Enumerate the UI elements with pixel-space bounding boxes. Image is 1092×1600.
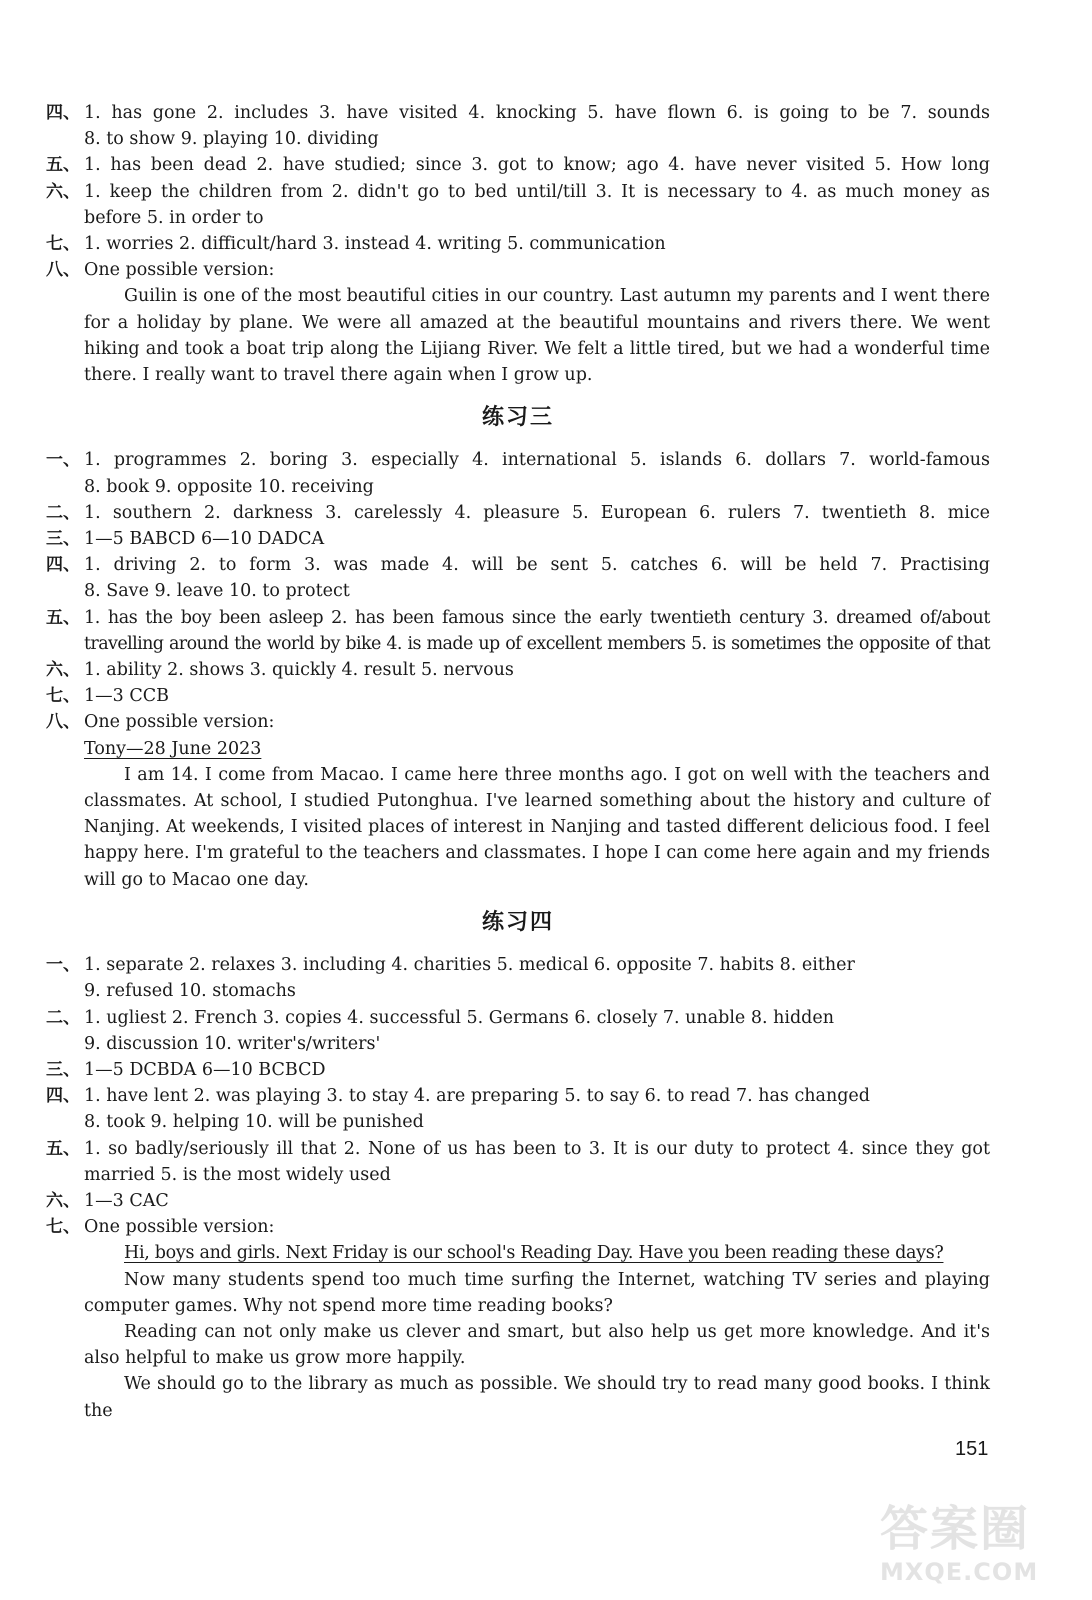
- item-number: 一、: [46, 955, 80, 976]
- answer-line: One possible version:: [84, 1217, 275, 1238]
- answer-item: [46, 1057, 990, 1083]
- sample-essay: [46, 1240, 990, 1423]
- item-number: 七、: [46, 1217, 80, 1238]
- item-number: 七、: [46, 234, 80, 255]
- essay-title: Tony—28 June 2023: [84, 738, 262, 759]
- answer-item: [46, 683, 990, 709]
- answer-item: [46, 526, 990, 552]
- sample-essay: [46, 736, 990, 893]
- answer-item: [46, 231, 990, 257]
- answer-item: [46, 1005, 990, 1057]
- answer-line: 1. has been dead 2. have studied; since 3. got to know; ago 4. have never visited 5. How long: [84, 155, 990, 176]
- answer-item: [46, 152, 990, 178]
- answer-item: [46, 257, 990, 283]
- item-number: 三、: [46, 529, 80, 550]
- essay-paragraph: Guilin is one of the most beautiful cities in our country. Last autumn my parents and I went there for a holiday by plane. We were all amazed at the beautiful mountains and rivers there. We went hiking and took a boat trip along the Lijiang River. We felt a little tired, but we had a wonderful time there. I really want to travel there again when I grow up.: [84, 286, 990, 386]
- item-number: 八、: [46, 260, 80, 281]
- answer-item: [46, 447, 990, 499]
- answer-line: 1. has gone 2. includes 3. have visited 4. knocking 5. have flown 6. is going to be 7. sounds: [84, 103, 990, 123]
- answer-item: [46, 1136, 990, 1188]
- answer-line: 9. discussion 10. writer's/writers': [84, 1033, 381, 1054]
- answer-line: 8. to show 9. playing 10. dividing: [84, 129, 379, 150]
- item-number: 六、: [46, 660, 80, 681]
- answer-line: married 5. is the most widely used: [84, 1164, 391, 1185]
- answer-item: [46, 605, 990, 657]
- answer-line: 1. keep the children from 2. didn't go to bed until/till 3. It is necessary to 4. as much money as: [84, 181, 990, 202]
- item-number: 四、: [46, 555, 80, 576]
- answer-item: [46, 100, 990, 152]
- answer-line: 1. ugliest 2. French 3. copies 4. successful 5. Germans 6. closely 7. unable 8. hidden: [84, 1007, 835, 1028]
- watermark-logo-text: 答案圈: [880, 1501, 1031, 1557]
- essay-paragraph: Now many students spend too much time surfing the Internet, watching TV series and playing computer games. Why not spend more time reading books?: [84, 1269, 990, 1316]
- answer-line: 1. separate 2. relaxes 3. including 4. charities 5. medical 6. opposite 7. habits 8. either: [84, 955, 855, 976]
- answer-line: One possible version:: [84, 712, 275, 733]
- answer-line: before 5. in order to: [84, 207, 264, 228]
- item-number: 八、: [46, 712, 80, 733]
- essay-paragraph: Reading can not only make us clever and smart, but also help us get more knowledge. And it's also helpful to make us grow more happily.: [84, 1321, 990, 1369]
- answer-line: 1. have lent 2. was playing 3. to stay 4. are preparing 5. to say 6. to read 7. has changed: [84, 1086, 870, 1107]
- item-number: 六、: [46, 181, 80, 202]
- item-number: 二、: [46, 1007, 80, 1028]
- item-number: 五、: [46, 155, 80, 176]
- answer-item: [46, 500, 990, 526]
- answer-line: 1—5 BABCD 6—10 DADCA: [84, 529, 325, 550]
- answer-line: 1—5 DCBDA 6—10 BCBCD: [84, 1059, 326, 1080]
- answer-line: travelling around the world by bike 4. is made up of excellent members 5. is sometimes the opposite of that: [84, 633, 990, 654]
- item-number: 四、: [46, 103, 80, 123]
- answer-item: [46, 552, 990, 604]
- answer-item: [46, 179, 990, 231]
- answer-item: [46, 657, 990, 683]
- section-3: [46, 447, 990, 892]
- answer-line: 1. worries 2. difficult/hard 3. instead 4. writing 5. communication: [84, 234, 666, 255]
- answer-item: [46, 709, 990, 735]
- page-number: 151: [955, 1438, 989, 1460]
- watermark-logo: [880, 1500, 1080, 1600]
- answer-line: 1—3 CAC: [84, 1190, 169, 1211]
- answer-line: 8. book 9. opposite 10. receiving: [84, 476, 374, 497]
- item-number: 六、: [46, 1190, 80, 1211]
- answer-line: 8. took 9. helping 10. will be punished: [84, 1112, 424, 1133]
- answer-line: 1. programmes 2. boring 3. especially 4. international 5. islands 6. dollars 7. world-famous: [84, 450, 990, 471]
- section-heading: 练习三: [481, 405, 554, 431]
- sample-essay: [46, 283, 990, 388]
- item-number: 一、: [46, 450, 80, 471]
- answer-item: [46, 1188, 990, 1214]
- essay-paragraph: I am 14. I come from Macao. I came here three months ago. I got on well with the teachers and classmates. At school, I studied Putonghua. I've learned something about the history and culture of Nanjing. At weekends, I visited places of interest in Nanjing and tasted different delicious food. I feel happy here. I'm grateful to the teachers and classmates. I hope I can come here again and my friends will go to Macao one day.: [84, 764, 990, 890]
- answer-line: 8. Save 9. leave 10. to protect: [84, 581, 350, 602]
- answer-item: [46, 1214, 990, 1240]
- item-number: 五、: [46, 607, 80, 628]
- answer-line: One possible version:: [84, 260, 275, 281]
- item-number: 七、: [46, 686, 80, 707]
- essay-paragraph: We should go to the library as much as possible. We should try to read many good books. I think the: [84, 1374, 990, 1421]
- answer-line: 1. ability 2. shows 3. quickly 4. result 5. nervous: [84, 660, 514, 681]
- section-4: [46, 952, 990, 1424]
- answer-page: [46, 100, 990, 1424]
- item-number: 二、: [46, 502, 80, 523]
- answer-line: 9. refused 10. stomachs: [84, 981, 296, 1002]
- answer-item: [46, 1083, 990, 1135]
- answer-line: 1—3 CCB: [84, 686, 169, 707]
- watermark-url: MXQE.COM: [880, 1558, 1039, 1586]
- item-number: 三、: [46, 1059, 80, 1080]
- item-number: 五、: [46, 1138, 80, 1159]
- item-number: 四、: [46, 1086, 80, 1107]
- section-heading: 练习四: [481, 909, 554, 935]
- answer-line: 1. so badly/seriously ill that 2. None of us has been to 3. It is our duty to protect 4. since they got: [84, 1138, 990, 1159]
- answer-item: [46, 952, 990, 1004]
- essay-title: Hi, boys and girls. Next Friday is our school's Reading Day. Have you been reading these days?: [124, 1243, 944, 1264]
- answer-line: 1. driving 2. to form 3. was made 4. will be sent 5. catches 6. will be held 7. Practising: [84, 555, 990, 576]
- section-top: [46, 100, 990, 388]
- answer-line: 1. has the boy been asleep 2. has been famous since the early twentieth century 3. dreamed of/about: [84, 607, 990, 628]
- answer-line: 1. southern 2. darkness 3. carelessly 4. pleasure 5. European 6. rulers 7. twentieth 8. mice: [84, 502, 990, 523]
